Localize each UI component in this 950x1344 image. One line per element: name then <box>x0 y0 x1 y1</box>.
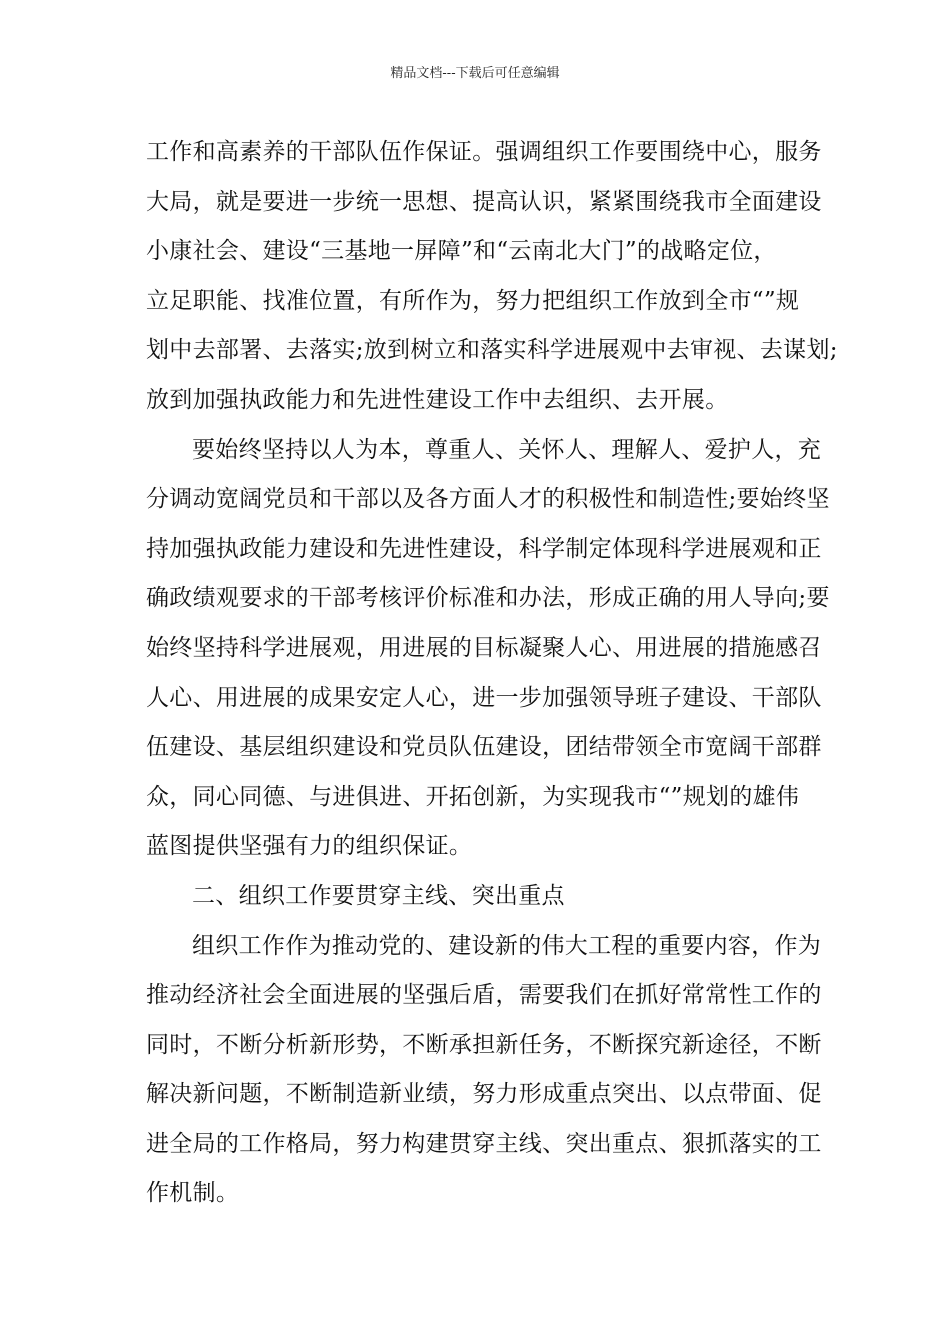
text-line: 蓝图提供坚强有力的组织保证。 <box>146 833 473 860</box>
text-line: 同时，不断分析新形势，不断承担新任务，不断探究新途径，不断 <box>146 1031 822 1058</box>
text-line: 立足职能、找准位置，有所作为，努力把组织工作放到全市“”规 <box>146 287 800 314</box>
text-line: 工作和高素养的干部队伍作保证。强调组织工作要围绕中心，服务 <box>146 139 822 165</box>
paragraph-first-line: 组织工作作为推动党的、建设新的伟大工程的重要内容，作为 <box>192 932 822 959</box>
text-line: 进全局的工作格局，努力构建贯穿主线、突出重点、狠抓落实的工 <box>146 1130 822 1157</box>
text-line: 众，同心同德、与进俱进、开拓创新，为实现我市“”规划的雄伟 <box>146 783 800 810</box>
text-line: 小康社会、建设“三基地一屏障”和“云南北大门”的战略定位， <box>146 238 777 265</box>
document-body <box>146 128 838 1219</box>
text-line: 伍建设、基层组织建设和党员队伍建设，团结带领全市宽阔干部群 <box>146 734 822 761</box>
text-line: 大局，就是要进一步统一思想、提高认识，紧紧围绕我市全面建设 <box>146 188 822 215</box>
text-line: 解决新问题，不断制造新业绩，努力形成重点突出、以点带面、促 <box>146 1081 822 1108</box>
page-header: 精品文档---下载后可任意编辑 <box>390 66 560 81</box>
text-line: 始终坚持科学进展观，用进展的目标凝聚人心、用进展的措施感召 <box>146 634 822 661</box>
text-line: 持加强执政能力建设和先进性建设，科学制定体现科学进展观和正 <box>146 535 822 562</box>
text-line: 作机制。 <box>146 1180 240 1207</box>
text-line: 人心、用进展的成果安定人心，进一步加强领导班子建设、干部队 <box>146 684 822 711</box>
text-line: 确政绩观要求的干部考核评价标准和办法，形成正确的用人导向;要 <box>146 585 830 612</box>
section-heading: 二、组织工作要贯穿主线、突出重点 <box>192 882 565 909</box>
text-line: 分调动宽阔党员和干部以及各方面人才的积极性和制造性;要始终坚 <box>146 486 830 513</box>
text-line: 推动经济社会全面进展的坚强后盾，需要我们在抓好常常性工作的 <box>146 982 822 1009</box>
text-line: 划中去部署、去落实;放到树立和落实科学进展观中去审视、去谋划; <box>146 337 838 364</box>
paragraph-first-line: 要始终坚持以人为本，尊重人、关怀人、理解人、爱护人，充 <box>192 436 822 463</box>
text-line: 放到加强执政能力和先进性建设工作中去组织、去开展。 <box>146 386 729 413</box>
